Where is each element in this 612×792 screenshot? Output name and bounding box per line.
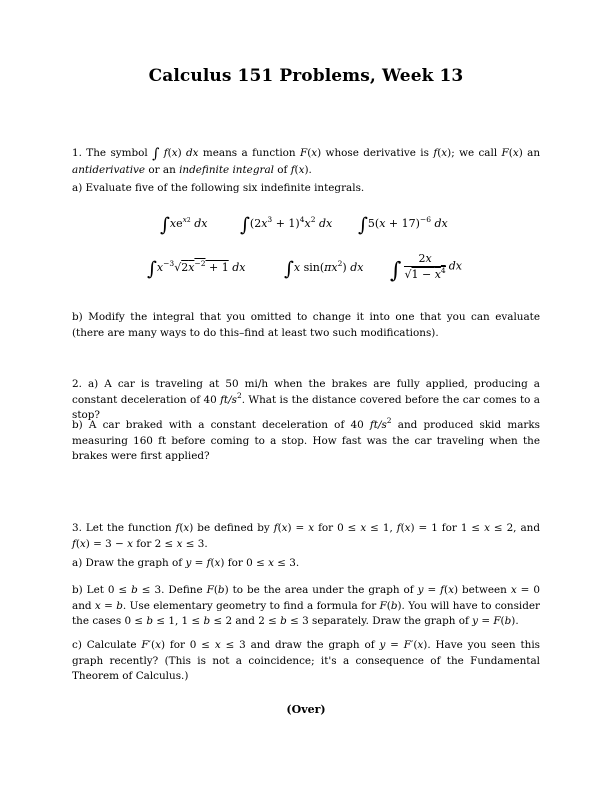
over-note: (Over) <box>286 703 326 716</box>
problem-1-intro: 1. The symbol ∫ f(x) dx means a function F(x) whose derivative is f(x); we call F(x) an antiderivative or an indefinite integral of f(x). <box>72 146 541 176</box>
integral-5: ∫x $\sin(\pi x^2)$ dx <box>284 258 364 280</box>
problem-3-intro: 3. Let the function f(x) be defined by f(x) = x for 0 ≤ x ≤ 1, f(x) = 1 for 1 ≤ x ≤ 2, and f(x) = 3 − x for 2 ≤ x ≤ 3. <box>72 522 540 550</box>
problem-1b: b) Modify the integral that you omitted to change it into one that you can evaluate (there are many ways to do this–find at least two such modifications). <box>72 311 540 339</box>
integral-1: $\int xe^{x2}$ dx <box>160 214 208 236</box>
problem-3a: a) Draw the graph of y = f(x) for 0 ≤ x ≤ 3. <box>72 557 300 569</box>
page-title: Calculus 151 Problems, Week 13 <box>148 66 464 86</box>
problem-2b: b) A car braked with a constant deceleration of 40 $ft/s^2$ and produced skid marks measuring 160 ft before coming to a stop. How fast was the car traveling when the brakes were first applied? <box>72 416 540 462</box>
integral-2: $\int(2x^3 + 1)^4x^2$ dx <box>240 214 333 236</box>
integral-3: $\int 5(x + 17)^{-6}$ dx <box>358 214 448 236</box>
problem-3b: b) Let 0 ≤ b ≤ 3. Define F(b) to be the area under the graph of y = f(x) between x = 0 and x = b. Use elementary geometry to find a formula for F(b). You will have to consider the cases 0 ≤ b ≤ 1, 1 ≤ b ≤ 2 and 2 ≤ b ≤ 3 separately. Draw the graph of y = F(b). <box>72 584 541 627</box>
integral-6: ∫ $\frac{2x}{√1 - x^4}$ dx <box>390 252 462 284</box>
integral-4: $\int x^{-3}√2x^{-2} + 1$ dx <box>147 258 246 280</box>
problem-2a: 2. a) A car is traveling at 50 mi/h when the brakes are fully applied, producing a constant deceleration of 40 $ft/s^2$. What is the distance covered before the car comes to a stop? <box>72 378 540 421</box>
problem-3c: c) Calculate F′(x) for 0 ≤ x ≤ 3 and draw the graph of y = F′(x). Have you seen this graph recently? (This is not a coincidence; it's a consequence of the Fundamental Theorem of Calculus.) <box>72 639 541 682</box>
problem-1a: a) Evaluate five of the following six indefinite integrals. <box>72 182 365 194</box>
